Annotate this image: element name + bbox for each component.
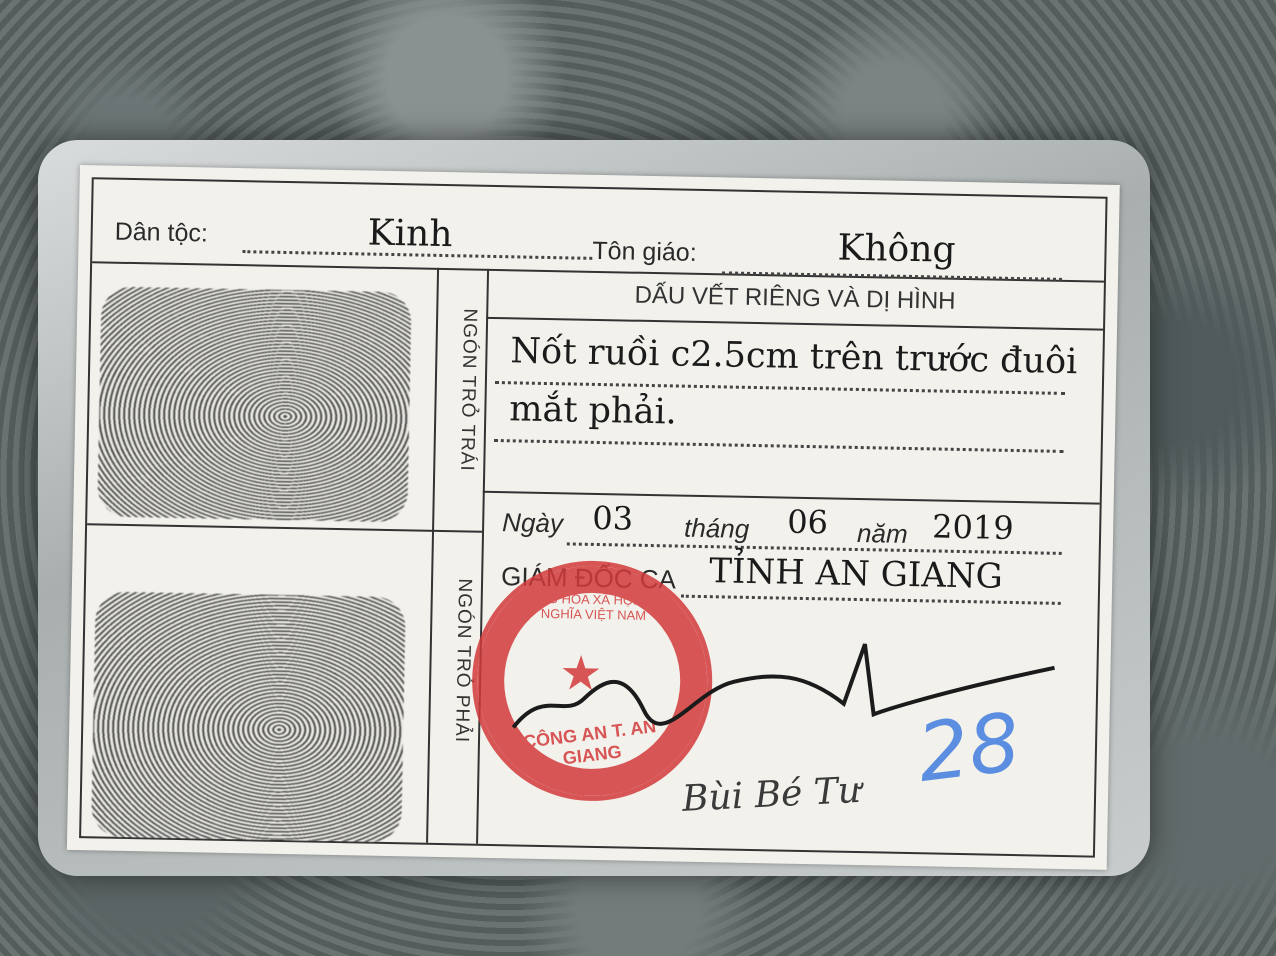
right-index-label: NGÓN TRỎ PHẢI xyxy=(450,578,476,744)
star-icon: ★ xyxy=(558,647,603,702)
marks-title: DẤU VẾT RIÊNG VÀ DỊ HÌNH xyxy=(486,269,1104,331)
fingerprint-column xyxy=(81,261,489,844)
fingerprint-divider xyxy=(87,523,482,533)
date-year-label: năm xyxy=(856,517,908,549)
marks-line-1: Nốt ruồi c2.5cm trên trước đuôi xyxy=(510,331,1078,383)
marks-dots-2 xyxy=(494,439,1064,453)
director-dots xyxy=(681,595,1061,605)
ethnicity-label: Dân tộc: xyxy=(114,217,209,248)
left-index-fingerprint xyxy=(97,286,411,522)
fingerprint-label-separator xyxy=(426,268,439,843)
id-card-back xyxy=(67,165,1120,870)
date-day-label: Ngày xyxy=(501,507,564,539)
date-month: 06 xyxy=(786,502,829,542)
date-year: 2019 xyxy=(931,507,1015,547)
left-index-label: NGÓN TRỎ TRÁI xyxy=(456,308,481,472)
religion-value: Không xyxy=(837,227,956,271)
card-frame xyxy=(79,177,1108,857)
stamp-bottom-text: CÔNG AN T. AN GIANG xyxy=(522,716,658,769)
handwritten-number: 28 xyxy=(912,695,1025,800)
director-province: TỈNH AN GIANG xyxy=(708,551,1004,597)
right-index-fingerprint xyxy=(91,591,406,842)
marks-line-2: mắt phải. xyxy=(509,389,678,433)
date-day: 03 xyxy=(591,498,634,538)
stamp-top-text: CỘNG HÒA XÃ HỘI CHỦ NGHĨA VIỆT NAM xyxy=(518,590,669,623)
signer-name: Bùi Bé Tư xyxy=(681,769,862,820)
ethnicity-value: Kinh xyxy=(367,212,453,256)
director-label: GIÁM ĐỐC CA xyxy=(500,561,677,595)
religion-label: Tôn giáo: xyxy=(592,236,697,267)
date-month-label: tháng xyxy=(683,512,750,544)
